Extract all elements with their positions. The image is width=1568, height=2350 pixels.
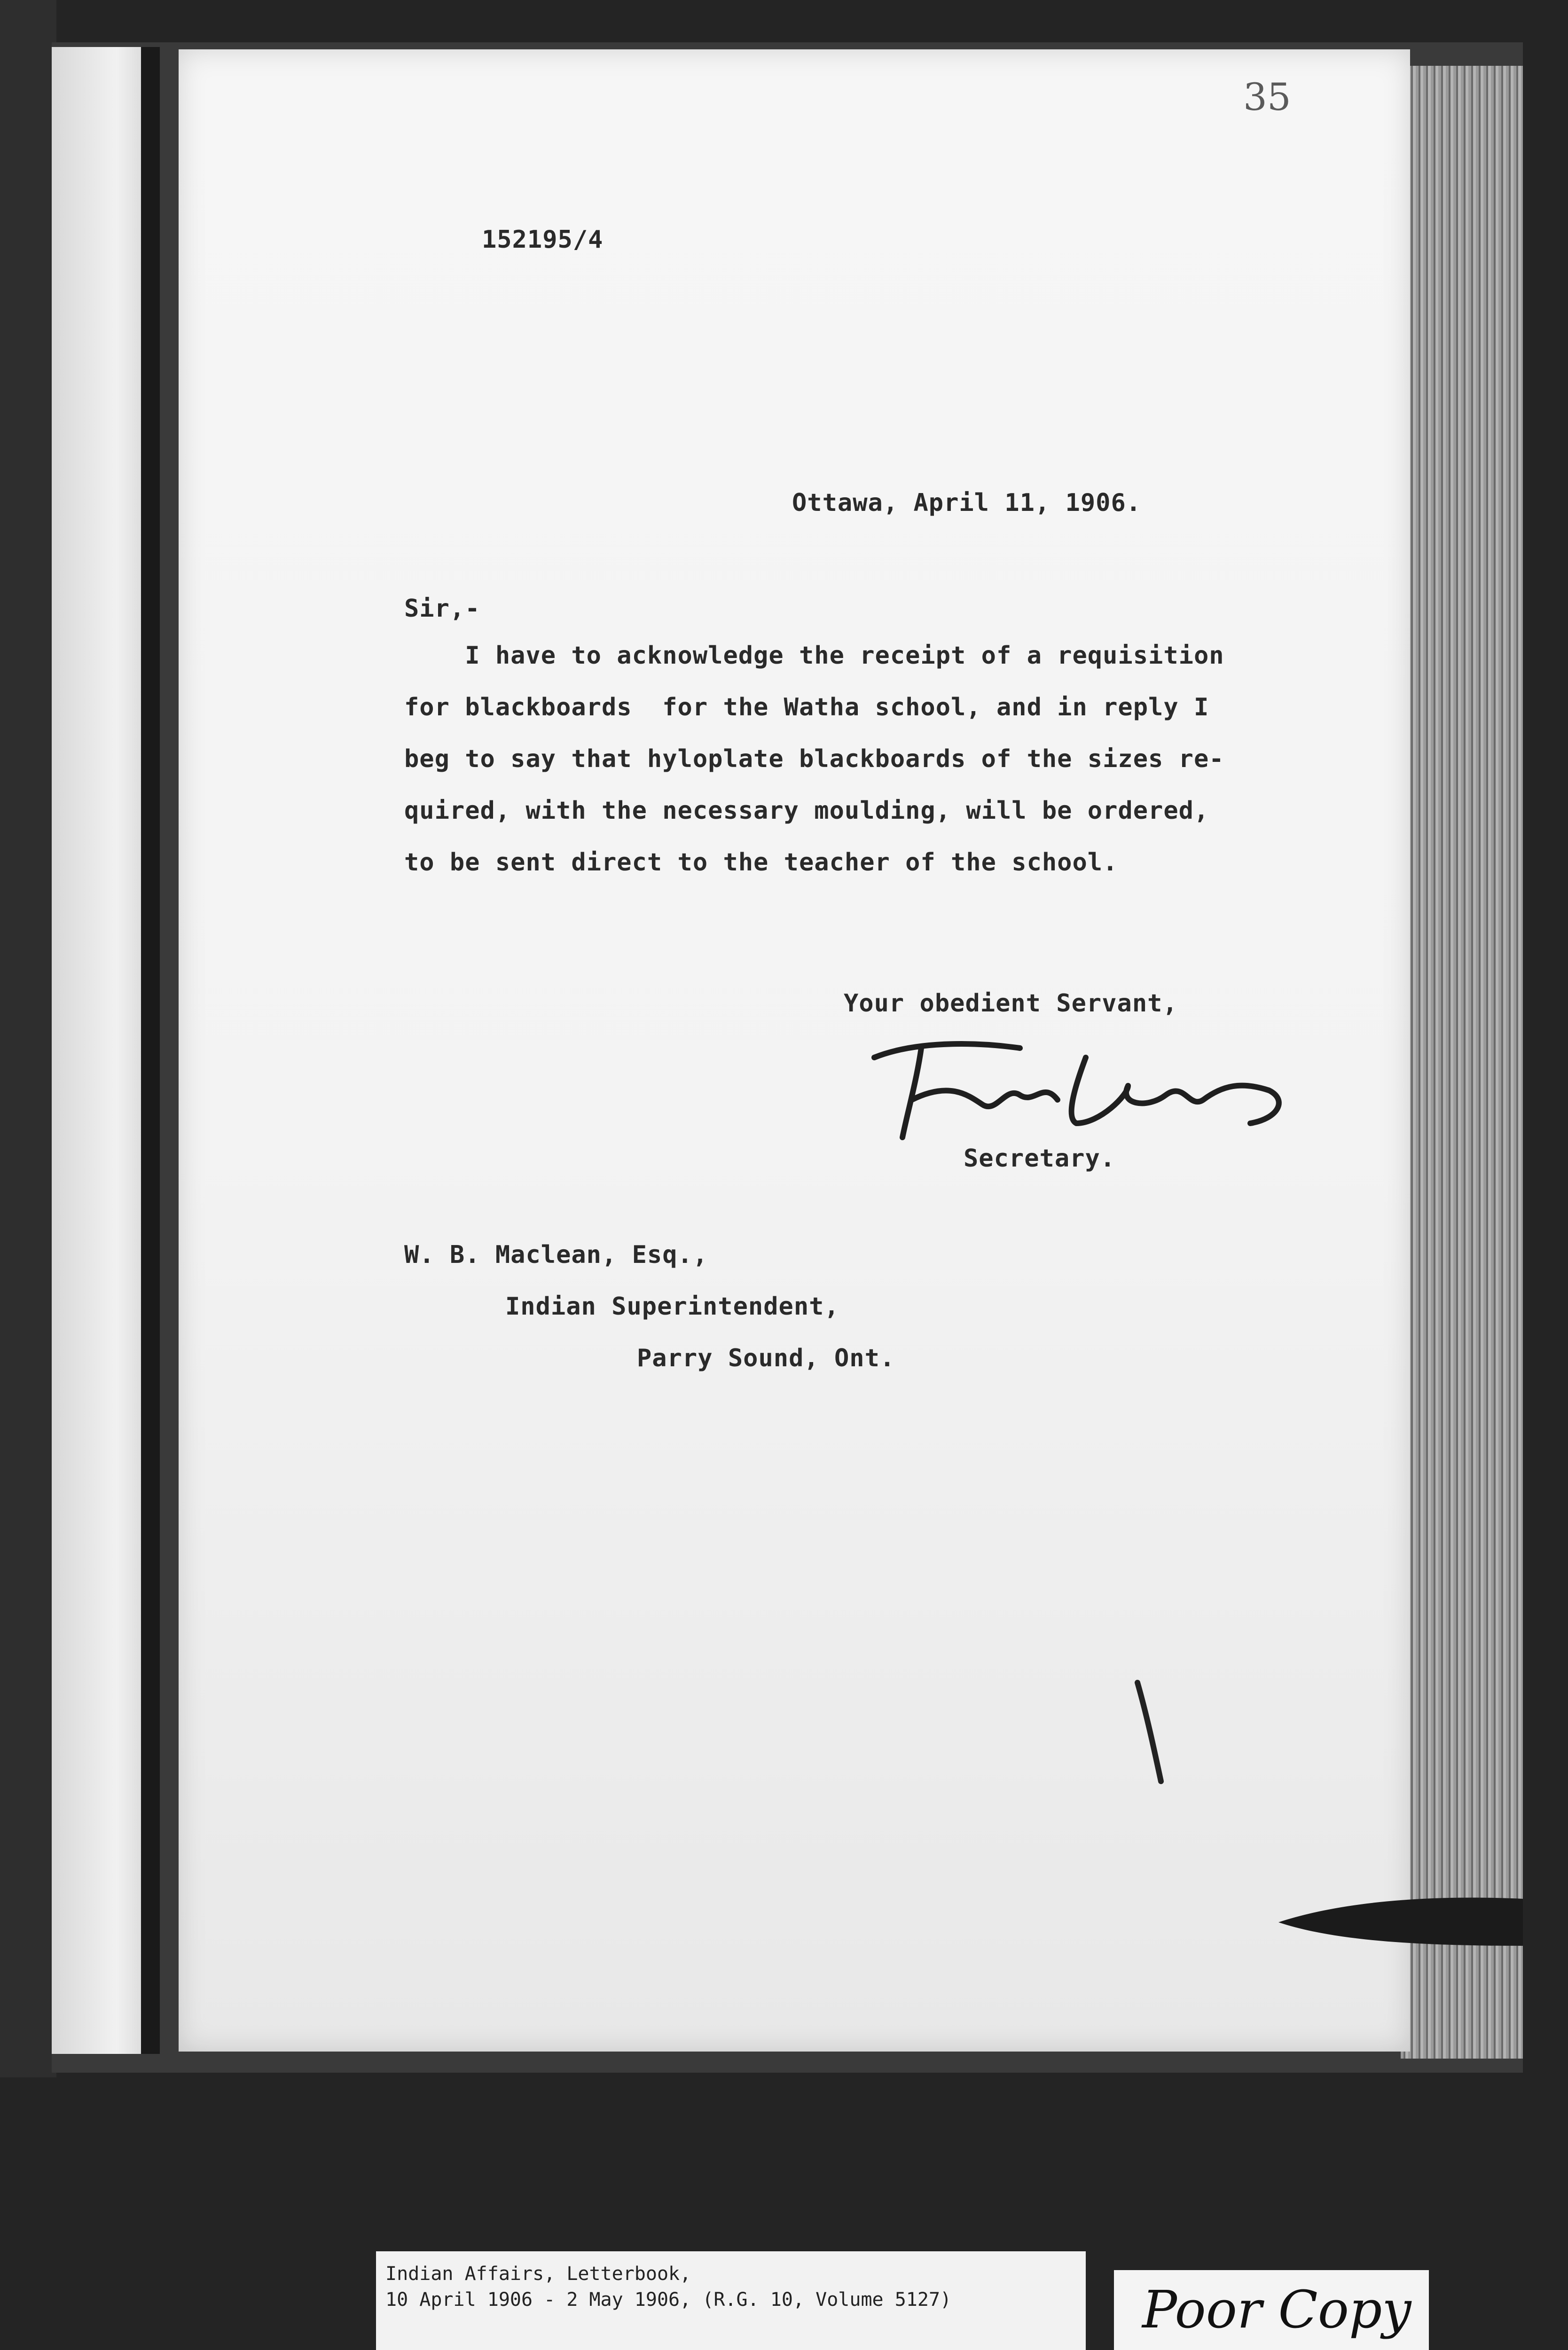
page-edges [1401,66,1523,2059]
body-line: for blackboards for the Watha school, and in reply I [404,693,1209,721]
reference-line: 10 April 1906 - 2 May 1906, (R.G. 10, Volume 5127) [385,2289,952,2311]
address-line: W. B. Maclean, Esq., [404,1241,708,1269]
body-line: to be sent direct to the teacher of the school. [404,848,1118,877]
pen-mark [1123,1673,1180,1786]
closing: Your obedient Servant, [844,989,1178,1018]
body-line: beg to say that hyloplate blackboards of the sizes re- [404,745,1224,773]
salutation: Sir,- [404,595,480,623]
archive-reference-label [376,2251,1086,2350]
file-number: 152195/4 [482,226,604,254]
letter-date: Ottawa, April 11, 1906. [792,489,1142,517]
film-border-left [0,0,56,2077]
signer-title: Secretary. [964,1144,1116,1173]
handwritten-signature [865,1029,1297,1152]
address-line: Indian Superintendent, [505,1292,839,1321]
address-line: Parry Sound, Ont. [637,1344,895,1372]
page-pointer [1278,1875,1523,1969]
body-line: quired, with the necessary moulding, will be ordered, [404,797,1209,825]
poor-copy-text: Poor Copy [1142,2280,1411,2340]
reference-line: Indian Affairs, Letterbook, [385,2263,691,2285]
body-line: I have to acknowledge the receipt of a requisition [404,642,1224,670]
page-number: 35 [1243,75,1291,119]
poor-copy-note [1114,2270,1429,2350]
book-gutter [141,47,160,2054]
